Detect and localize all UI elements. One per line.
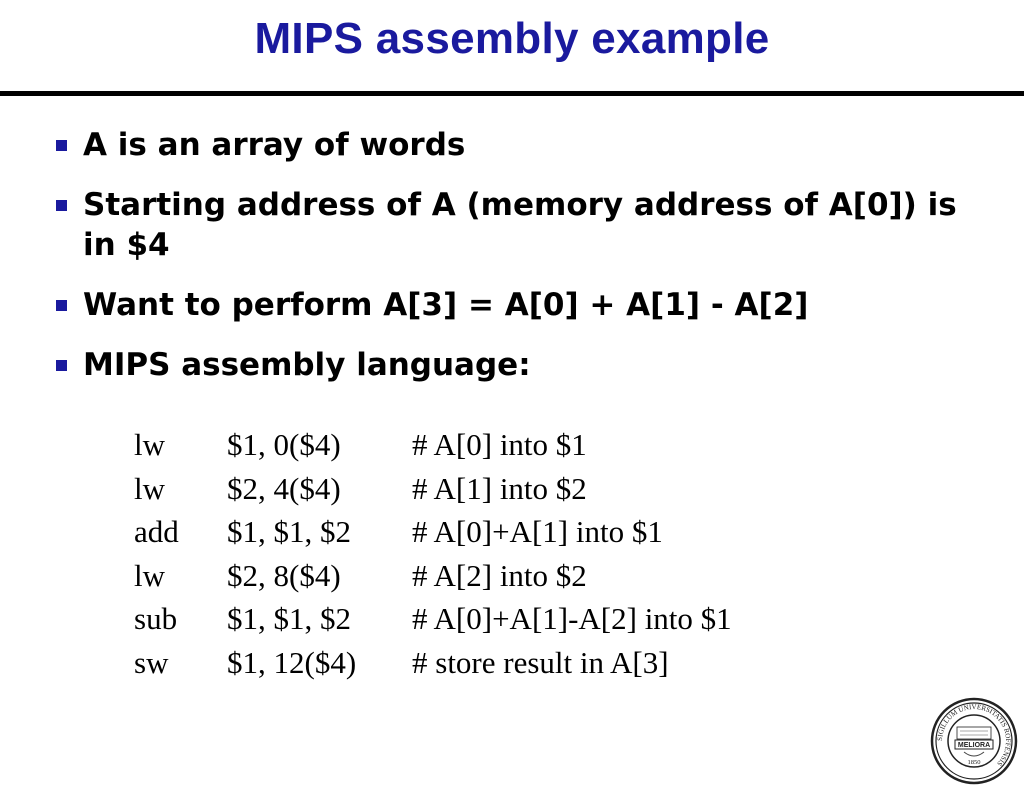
- code-opcode: sub: [134, 601, 178, 636]
- title-divider: [0, 91, 1024, 96]
- code-opcode: add: [134, 514, 179, 549]
- bullet-item: [56, 285, 996, 325]
- code-opcode: lw: [134, 470, 165, 506]
- code-comment: # A[0]+A[1] into $1: [412, 514, 663, 549]
- bullet-item: [56, 185, 996, 265]
- code-comment: # A[0]+A[1]-A[2] into $1: [412, 601, 732, 636]
- bullet-square-icon: [56, 300, 67, 311]
- bullet-item: [56, 125, 996, 165]
- bullet-square-icon: [56, 200, 67, 211]
- bullet-text: A is an array of words: [83, 127, 466, 163]
- code-line: [134, 467, 732, 511]
- bullet-square-icon: [56, 360, 67, 371]
- code-opcode: sw: [134, 644, 169, 680]
- code-opcode: lw: [134, 427, 165, 462]
- bullet-text: Starting address of A (memory address of A[0]) is in $4: [83, 187, 957, 263]
- code-operands: $1, $1, $2: [227, 514, 351, 549]
- bullet-text: MIPS assembly language:: [83, 347, 531, 383]
- code-line: [134, 554, 732, 598]
- bullet-square-icon: [56, 140, 67, 151]
- code-line: [134, 641, 732, 685]
- bullet-list: [56, 125, 996, 405]
- slide-title: MIPS assembly example: [254, 14, 770, 63]
- bullet-text: Want to perform A[3] = A[0] + A[1] - A[2]: [83, 287, 809, 323]
- code-operands: $1, $1, $2: [227, 601, 351, 636]
- seal-icon: [930, 697, 1018, 785]
- code-operands: $2, 8($4): [227, 557, 341, 593]
- code-line: [134, 597, 732, 641]
- code-operands: $1, 12($4): [227, 644, 357, 680]
- code-opcode: lw: [134, 557, 165, 593]
- code-comment: # A[2] into $2: [412, 557, 587, 593]
- assembly-code-block: [134, 423, 732, 684]
- code-operands: $1, 0($4): [227, 427, 341, 462]
- seal-banner-text: MELIORA: [957, 742, 991, 749]
- university-seal-logo: [930, 697, 1018, 785]
- seal-ring-text: SIGILLUM UNIVERSITATIS ROFFENSIS: [935, 702, 1013, 768]
- code-comment: # A[0] into $1: [412, 427, 587, 462]
- seal-year-text: 1850: [967, 759, 981, 766]
- code-comment: # A[1] into $2: [412, 470, 587, 506]
- code-comment: # store result in A[3]: [412, 644, 669, 680]
- code-operands: $2, 4($4): [227, 470, 341, 506]
- bullet-item: [56, 345, 996, 385]
- code-line: [134, 510, 732, 554]
- code-line: [134, 423, 732, 467]
